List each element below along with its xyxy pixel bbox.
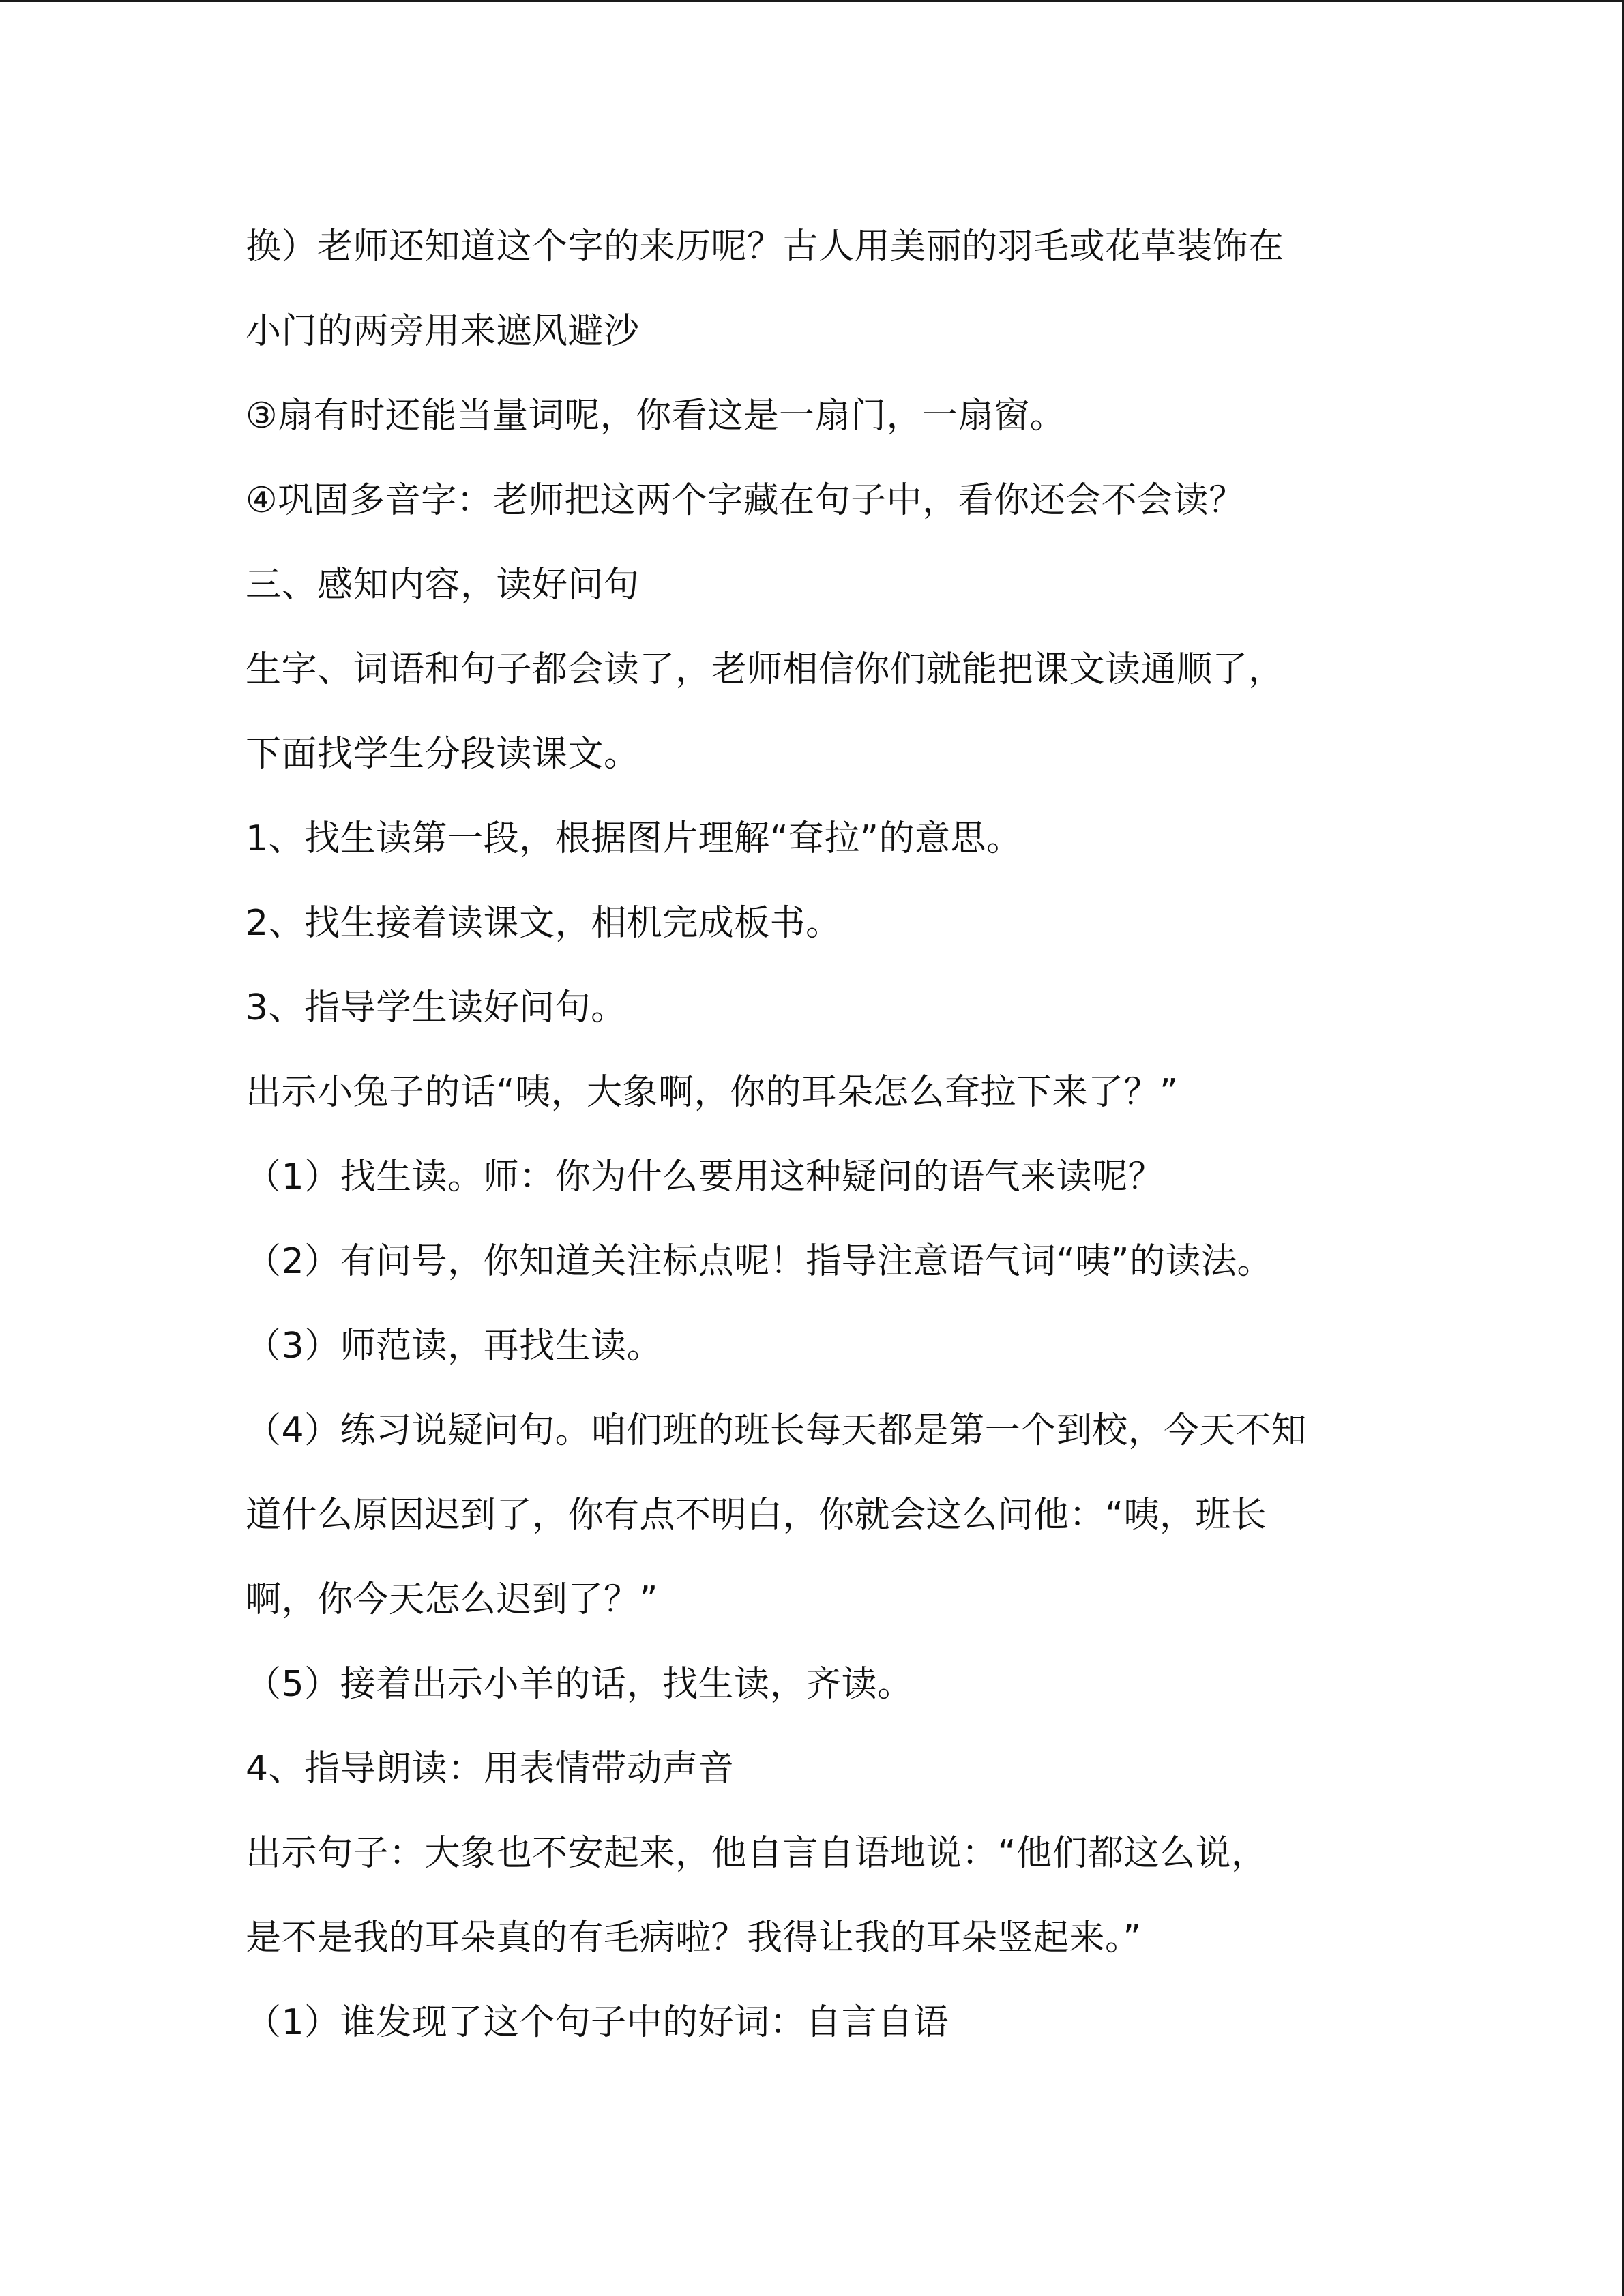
text-line-11: 出示小兔子的话“咦，大象啊，你的耳朵怎么耷拉下来了？” [246, 1072, 1179, 1113]
page-border-top [0, 0, 1624, 2]
sub-item-4: （4）练习说疑问句。咱们班的班长每天都是第一个到校，今天不知 [246, 1410, 1308, 1451]
sub-item-3: （3）师范读，再找生读。 [246, 1326, 663, 1367]
text-line-20: 出示句子：大象也不安起来，他自言自语地说：“他们都这么说， [246, 1833, 1267, 1874]
text-line-21: 是不是我的耳朵真的有毛病啦？我得让我的耳朵竖起来。” [246, 1918, 1142, 1958]
sub-item-6: （1）谁发现了这个句子中的好词：自言自语 [246, 2002, 949, 2043]
text-line-17: 啊，你今天怎么迟到了？” [246, 1579, 658, 1620]
text-line-6: 生字、词语和句子都会读了，老师相信你们就能把课文读通顺了， [246, 649, 1284, 690]
text-line-3: ③扇有时还能当量词呢，你看这是一扇门，一扇窗。 [246, 396, 1066, 436]
sub-item-5: （5）接着出示小羊的话，找生读，齐读。 [246, 1664, 913, 1705]
text-line-7: 下面找学生分段读课文。 [246, 734, 640, 775]
text-line-4: ④巩固多音字：老师把这两个字藏在句子中，看你还会不会读？ [246, 480, 1245, 521]
sub-item-2: （2）有问号，你知道关注标点呢！指导注意语气词“咦”的读法。 [246, 1241, 1273, 1282]
list-item-2: 2、找生接着读课文，相机完成板书。 [246, 903, 842, 944]
document-body [246, 205, 1405, 2065]
text-line-16: 道什么原因迟到了，你有点不明白，你就会这么问他：“咦，班长 [246, 1495, 1267, 1536]
text-line-2: 小门的两旁用来遮风避沙 [246, 311, 640, 352]
section-heading: 三、感知内容，读好问句 [246, 565, 640, 606]
list-item-3: 3、指导学生读好问句。 [246, 987, 627, 1028]
sub-item-1: （1）找生读。师：你为什么要用这种疑问的语气来读呢？ [246, 1157, 1164, 1197]
list-item-1: 1、找生读第一段，根据图片理解“耷拉”的意思。 [246, 818, 1022, 859]
list-item-4: 4、指导朗读：用表情带动声音 [246, 1748, 735, 1789]
text-line-1: 换）老师还知道这个字的来历呢？古人用美丽的羽毛或花草装饰在 [246, 226, 1284, 267]
